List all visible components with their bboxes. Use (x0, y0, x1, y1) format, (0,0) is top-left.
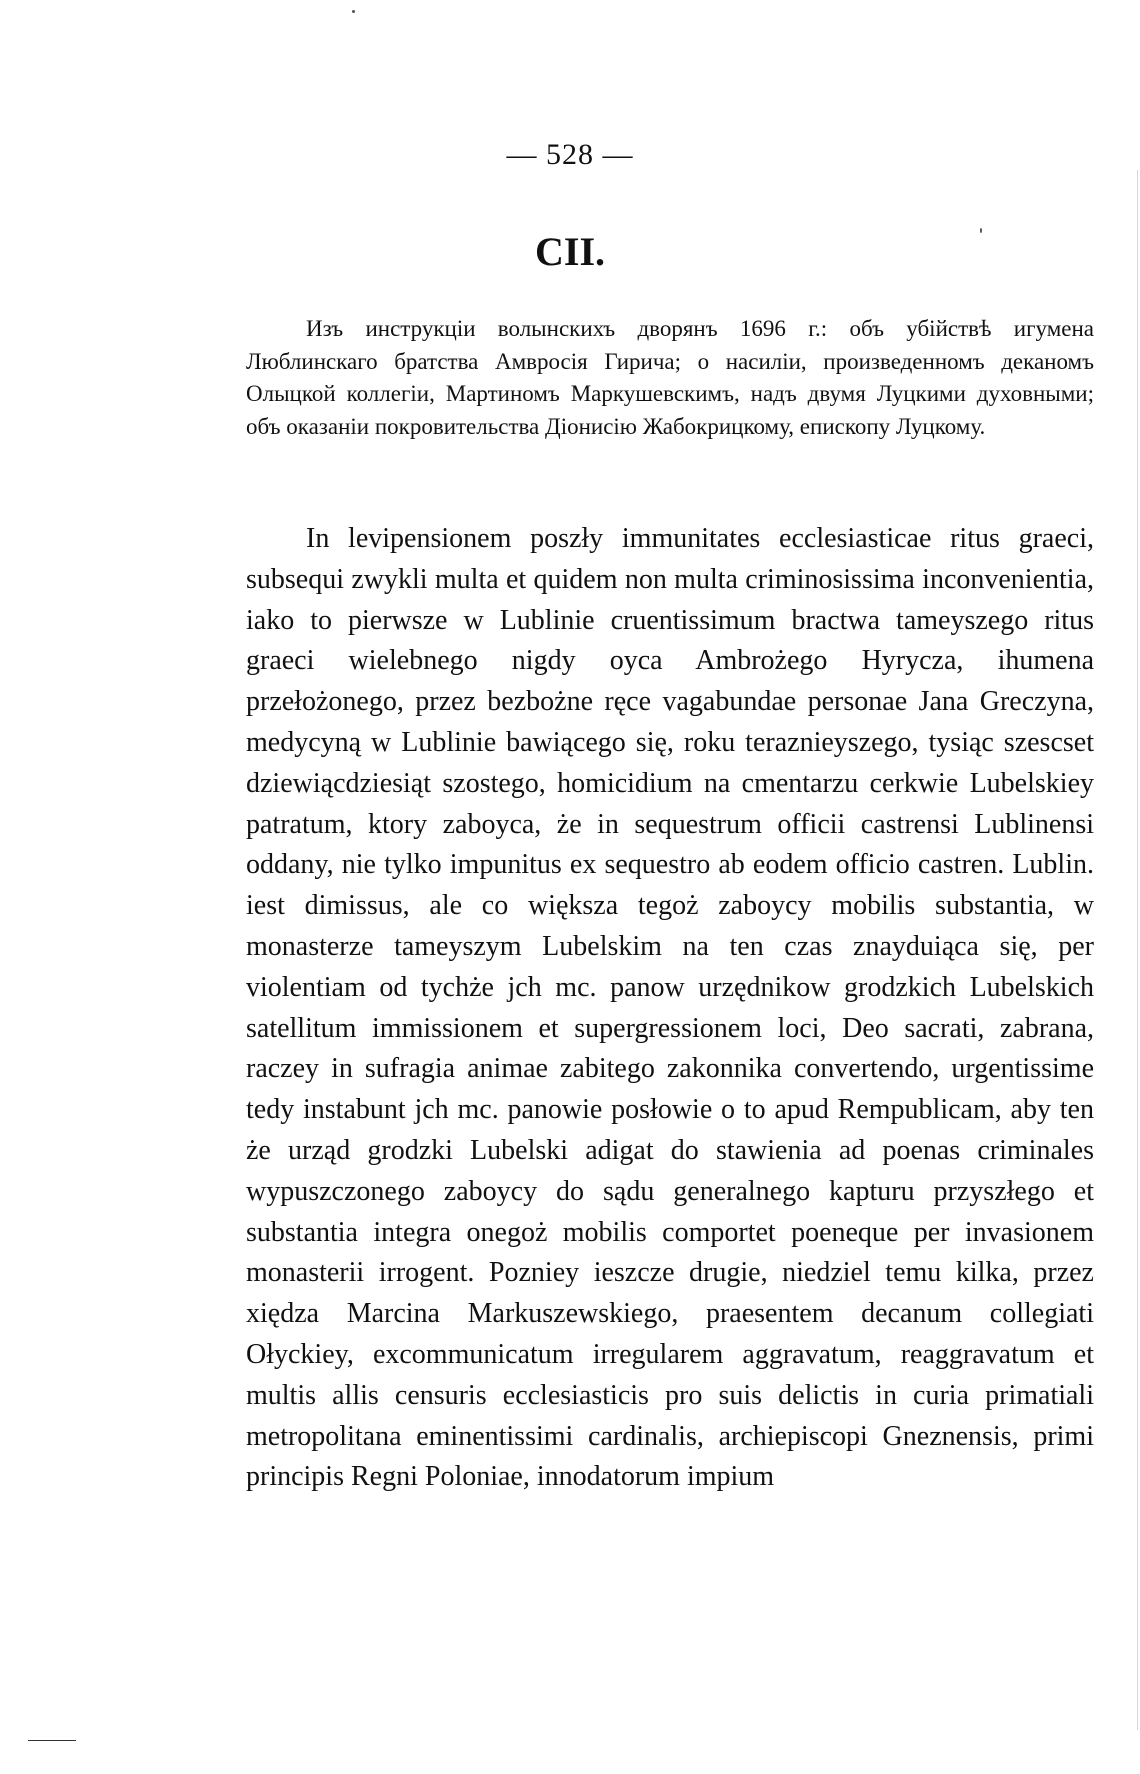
document-body-text: In levipensionem poszły immunitates ecclesiasticae ritus graeci, subsequi zwykli multa et quidem non multa criminosissima inconvenientia, iako to pierwsze w Lublinie cruentissimum bractwa tameyszego ritus graeci wielebnego nigdy oyca Ambrożego Hyrycza, ihumena przełożonego, przez bezbożne ręce vagabundae personae Jana Greczyna, medycyną w Lublinie bawiącego się, roku teraznieyszego, tysiąc szescset dziewiącdziesiąt szostego, homicidium na cmentarzu cerkwie Lubelskiey patratum, ktory zaboyca, że in sequestrum officii castrensi Lublinensi oddany, nie tylko impunitus ex sequestro ab eodem officio castren. Lublin. iest dimissus, ale co większa tegoż zaboycy mobilis substantia, w monasterze tameyszym Lubelskim na ten czas znayduiąca się, per violentiam od tychże jch mc. panow urzędnikow grodzkich Lubelskich satellitum immissionem et supergressionem loci, Deo sacrati, zabrana, raczey in sufragia animae zabitego zakonnika convertendo, urgentissime tedy instabunt jch mc. panowie posłowie o to apud Rempublicam, aby ten że urząd grodzki Lubelski adigat do stawienia ad poenas criminales wypuszczonego zaboycy do sądu generalnego kapturu przyszłego et substantia integra onegoż mobilis comportet poeneque per invasionem monasterii irrogent. Pozniey ieszcze drugie, niedziel temu kilka, przez xiędza Marcina Markuszewskiego, praesentem decanum collegiati Ołyckiey, excommunicatum irregularem aggravatum, reaggravatum et multis allis censuris ecclesiasticis pro suis delictis in curia primatiali metropolitana eminentissimi cardinalis, archiepiscopi Gneznensis, primi principis Regni Poloniae, innodatorum impium (246, 523, 1094, 1493)
document-number-heading: CII. (534, 229, 606, 274)
page-edge-rule (1137, 170, 1138, 1730)
page-number: — 528 — (506, 138, 634, 171)
document-summary: Изъ инструкціи волынскихъ дворянъ 1696 г.: объ убійствѣ игумена Люблинскаго братства Амвросія Гирича; о насиліи, произведенномъ деканомъ Олыцкой коллегіи, Мартиномъ Маркушевскимъ, надъ двумя Луцкими духовными; объ оказаніи покровительства Діонисію Жабокрицкому, епископу Луцкому. (246, 316, 1094, 439)
print-speck (980, 228, 982, 233)
print-speck (352, 10, 355, 13)
footnote-rule (28, 1740, 76, 1741)
